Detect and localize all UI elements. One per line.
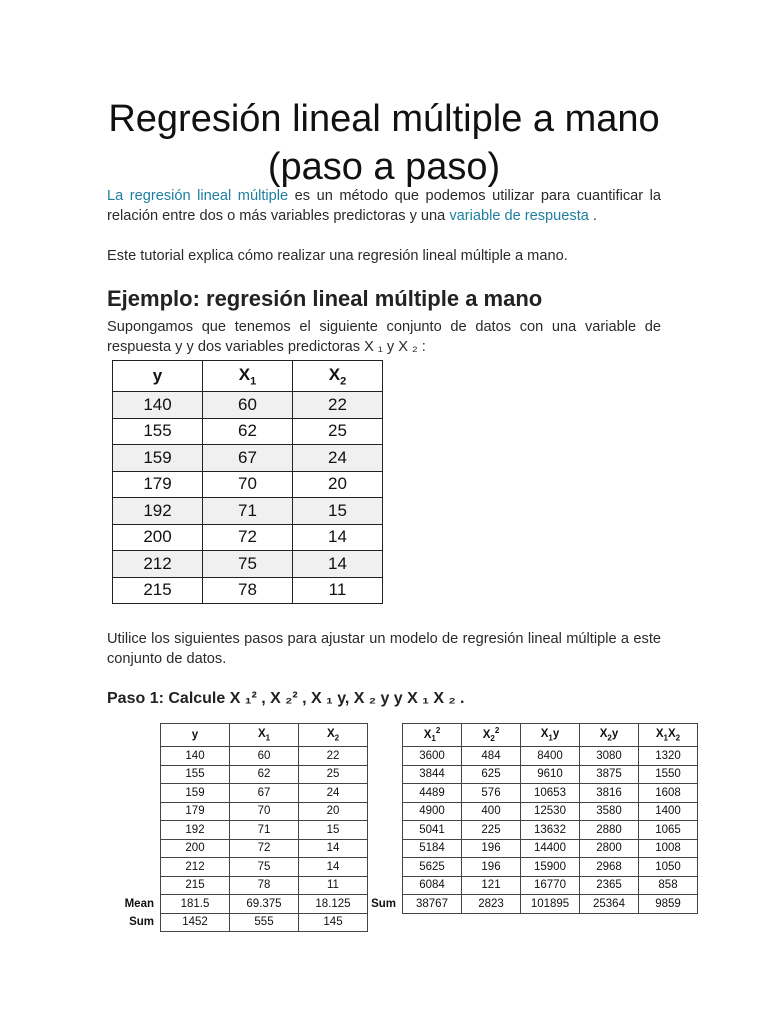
cell: 72	[203, 524, 293, 551]
cell: 3816	[580, 784, 639, 803]
row-label	[350, 858, 403, 877]
cell: 72	[230, 839, 299, 858]
cell: 145	[299, 913, 368, 932]
cell: 18.125	[299, 895, 368, 914]
table-row	[350, 747, 698, 766]
left-summary-table	[108, 723, 368, 932]
page-title: Regresión lineal múltiple a mano (paso a paso)	[108, 98, 660, 188]
row-label	[350, 765, 403, 784]
right-table-header	[350, 724, 698, 747]
cell: 5625	[403, 858, 462, 877]
table-row	[108, 784, 368, 803]
cell: 38767	[403, 895, 462, 914]
cell: 1452	[161, 913, 230, 932]
table-row	[113, 471, 383, 498]
cell: 20	[299, 802, 368, 821]
example-paragraph: Supongamos que tenemos el siguiente conjunto de datos con una variable de respuesta y y dos variables predictoras X ₁ y X ₂ :	[107, 319, 661, 355]
header-x2: $X_2$	[293, 361, 383, 392]
row-label	[350, 802, 403, 821]
row-label	[108, 784, 161, 803]
cell: 4900	[403, 802, 462, 821]
cell: 555	[230, 913, 299, 932]
cell: 192	[161, 821, 230, 840]
cell: 25364	[580, 895, 639, 914]
cell: 75	[230, 858, 299, 877]
cell: 5184	[403, 839, 462, 858]
header-x1: $X_1$	[203, 361, 293, 392]
cell: 215	[161, 876, 230, 895]
cell: 70	[230, 802, 299, 821]
cell: 15900	[521, 858, 580, 877]
cell: 20	[293, 471, 383, 498]
cell: 484	[462, 747, 521, 766]
cell: 3600	[403, 747, 462, 766]
table-row	[113, 524, 383, 551]
cell: 140	[161, 747, 230, 766]
cell: 11	[299, 876, 368, 895]
intro-paragraph	[107, 186, 661, 226]
sum-row	[350, 895, 698, 914]
cell: 13632	[521, 821, 580, 840]
cell: 2968	[580, 858, 639, 877]
cell: 71	[230, 821, 299, 840]
cell: 179	[161, 802, 230, 821]
mean-row	[108, 895, 368, 914]
cell: 14	[293, 551, 383, 578]
cell: 22	[299, 747, 368, 766]
cell: 159	[113, 445, 203, 472]
table-row	[108, 876, 368, 895]
cell: 3875	[580, 765, 639, 784]
table-row	[350, 765, 698, 784]
cell: 3844	[403, 765, 462, 784]
cell: 75	[203, 551, 293, 578]
table-row	[350, 839, 698, 858]
cell: 16770	[521, 876, 580, 895]
cell: 67	[203, 445, 293, 472]
intro-line-2: Este tutorial explica cómo realizar una regresión lineal múltiple a mano.	[107, 248, 568, 264]
table-row	[350, 784, 698, 803]
cell: 1400	[639, 802, 698, 821]
cell: 576	[462, 784, 521, 803]
cell: 2823	[462, 895, 521, 914]
cell: 1608	[639, 784, 698, 803]
cell: 2800	[580, 839, 639, 858]
header-x1x2: $X_1X_2$	[639, 724, 698, 747]
table-row	[108, 765, 368, 784]
cell: 15	[293, 498, 383, 525]
row-label	[108, 747, 161, 766]
link-variable-de-respuesta[interactable]: variable de respuesta	[449, 208, 589, 224]
blank-header	[108, 724, 161, 747]
blank-header	[350, 724, 403, 747]
cell: 78	[203, 577, 293, 604]
cell: 140	[113, 392, 203, 419]
cell: 62	[203, 418, 293, 445]
cell: 69.375	[230, 895, 299, 914]
header-x2-squared: $X_2^2$	[462, 724, 521, 747]
main-table-header	[113, 361, 383, 392]
cell: 71	[203, 498, 293, 525]
cell: 196	[462, 839, 521, 858]
intro-text-2: .	[588, 208, 597, 224]
row-label	[350, 839, 403, 858]
cell: 25	[293, 418, 383, 445]
table-row	[108, 821, 368, 840]
cell: 62	[230, 765, 299, 784]
header-x1y: $X_1y$	[521, 724, 580, 747]
cell: 14400	[521, 839, 580, 858]
header-x2y: $X_2y$	[580, 724, 639, 747]
cell: 1008	[639, 839, 698, 858]
cell: 3580	[580, 802, 639, 821]
cell: 2880	[580, 821, 639, 840]
table-row	[108, 802, 368, 821]
cell: 70	[203, 471, 293, 498]
cell: 200	[113, 524, 203, 551]
cell: 15	[299, 821, 368, 840]
cell: 14	[293, 524, 383, 551]
cell: 155	[113, 418, 203, 445]
row-label	[108, 839, 161, 858]
cell: 181.5	[161, 895, 230, 914]
table-row	[113, 392, 383, 419]
link-regresion-lineal-multiple[interactable]: La regresión lineal múltiple	[107, 188, 289, 204]
table-row	[108, 858, 368, 877]
cell: 25	[299, 765, 368, 784]
cell: 12530	[521, 802, 580, 821]
cell: 215	[113, 577, 203, 604]
cell: 196	[462, 858, 521, 877]
cell: 625	[462, 765, 521, 784]
table-row	[113, 551, 383, 578]
sum-row	[108, 913, 368, 932]
row-label	[350, 747, 403, 766]
header-x2: $X_2$	[299, 724, 368, 747]
cell: 24	[293, 445, 383, 472]
cell: 9859	[639, 895, 698, 914]
cell: 60	[203, 392, 293, 419]
cell: 4489	[403, 784, 462, 803]
cell: 10653	[521, 784, 580, 803]
table-row	[350, 876, 698, 895]
table-row	[108, 747, 368, 766]
steps-paragraph: Utilice los siguientes pasos para ajustar un modelo de regresión lineal múltiple a este conjunto de datos.	[107, 631, 661, 667]
row-label	[350, 876, 403, 895]
cell: 60	[230, 747, 299, 766]
table-row	[113, 577, 383, 604]
row-label	[350, 821, 403, 840]
cell: 858	[639, 876, 698, 895]
table-row	[350, 802, 698, 821]
cell: 78	[230, 876, 299, 895]
section-heading: Ejemplo: regresión lineal múltiple a mano	[107, 286, 543, 311]
cell: 159	[161, 784, 230, 803]
cell: 6084	[403, 876, 462, 895]
cell: 1065	[639, 821, 698, 840]
cell: 1050	[639, 858, 698, 877]
cell: 200	[161, 839, 230, 858]
table-row	[113, 418, 383, 445]
cell: 24	[299, 784, 368, 803]
cell: 179	[113, 471, 203, 498]
step-1-heading: Paso 1: Calcule X ₁² , X ₂² , X ₁ y, X ₂ y y X ₁ X ₂ .	[107, 690, 465, 707]
cell: 8400	[521, 747, 580, 766]
sum-label: Sum	[129, 916, 154, 929]
row-label	[108, 802, 161, 821]
cell: 67	[230, 784, 299, 803]
header-x1-squared: $X_1^2$	[403, 724, 462, 747]
cell: 14	[299, 839, 368, 858]
main-data-table	[112, 360, 383, 604]
table-row	[113, 445, 383, 472]
cell: 212	[113, 551, 203, 578]
table-row	[108, 839, 368, 858]
cell: 192	[113, 498, 203, 525]
cell: 14	[299, 858, 368, 877]
sum-label: Sum	[371, 897, 396, 910]
row-label	[108, 765, 161, 784]
row-label	[108, 876, 161, 895]
cell: 2365	[580, 876, 639, 895]
cell: 9610	[521, 765, 580, 784]
right-summary-table	[350, 723, 698, 914]
left-table-header	[108, 724, 368, 747]
table-row	[350, 858, 698, 877]
table-row	[350, 821, 698, 840]
row-label	[108, 858, 161, 877]
header-y: y	[113, 361, 203, 392]
header-y: y	[161, 724, 230, 747]
cell: 3080	[580, 747, 639, 766]
cell: 1320	[639, 747, 698, 766]
row-label	[108, 821, 161, 840]
cell: 155	[161, 765, 230, 784]
header-x1: $X_1$	[230, 724, 299, 747]
cell: 121	[462, 876, 521, 895]
table-row	[113, 498, 383, 525]
cell: 22	[293, 392, 383, 419]
cell: 212	[161, 858, 230, 877]
cell: 101895	[521, 895, 580, 914]
cell: 225	[462, 821, 521, 840]
cell: 5041	[403, 821, 462, 840]
mean-label: Mean	[124, 897, 154, 910]
cell: 11	[293, 577, 383, 604]
row-label	[350, 784, 403, 803]
intro-text-1: es un método que podemos utilizar para cuantificar la relación entre dos o más variables predictoras y una	[107, 188, 661, 224]
cell: 400	[462, 802, 521, 821]
cell: 1550	[639, 765, 698, 784]
